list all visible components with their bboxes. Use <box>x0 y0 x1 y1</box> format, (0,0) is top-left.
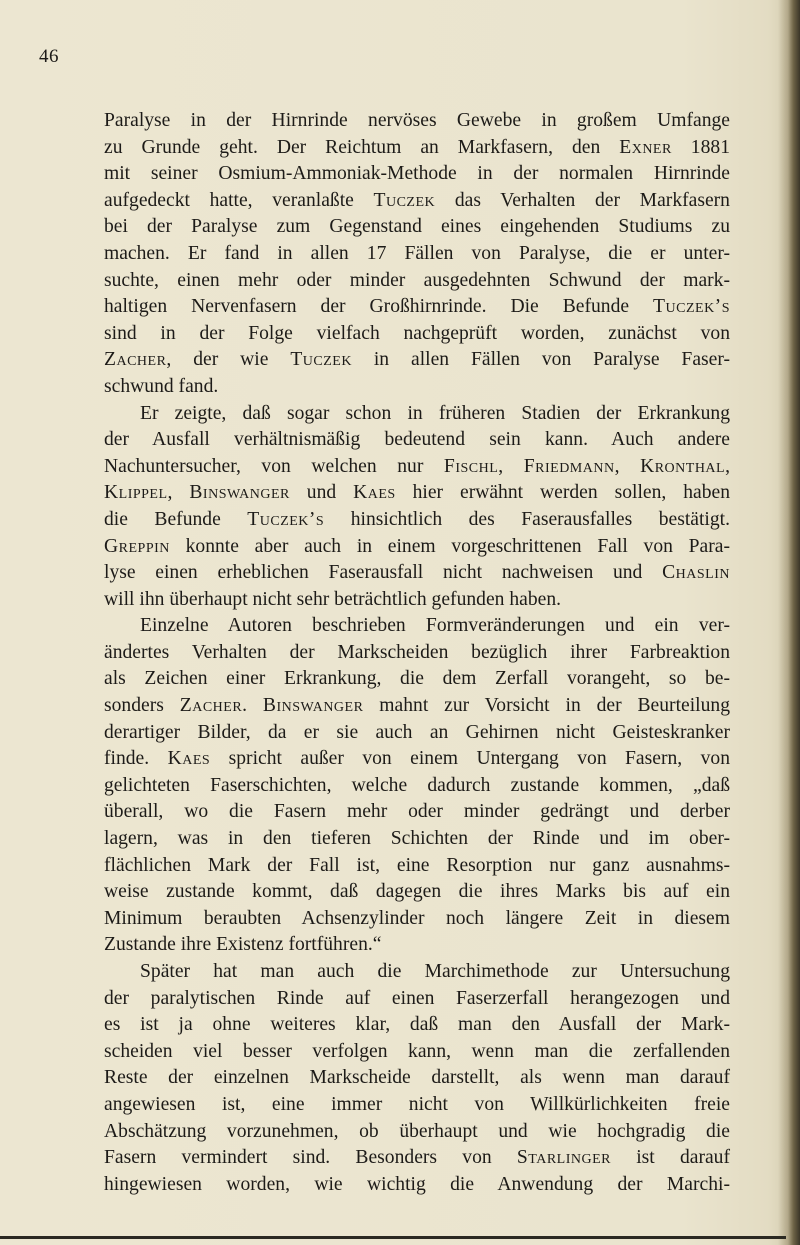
text-run: hinsichtlich des Faserausfalles bestätigt. <box>324 508 730 530</box>
text-run: Nachuntersucher, von welchen nur <box>104 455 444 477</box>
text-run: die Befunde <box>104 508 248 530</box>
text-line <box>104 188 730 215</box>
text-line: Abschätzung vorzunehmen, ob überhaupt und wie hochgradig die <box>104 1120 730 1142</box>
text-line: Reste der einzelnen Markscheide darstellt, als wenn man darauf <box>104 1067 730 1089</box>
text-line: Er zeigte, daß sogar schon in früheren Stadien der Erkrankung <box>140 402 730 424</box>
text-run: ist darauf <box>611 1147 730 1169</box>
author-name: Zacher <box>179 695 243 717</box>
text-run: , <box>614 455 641 477</box>
text-run: lyse einen erheblichen Faserausfall nicht nachweisen und <box>104 562 663 584</box>
text-line: mit seiner Osmium-Ammoniak-Methode in der normalen Hirnrinde <box>104 163 730 185</box>
text-run: , der wie <box>166 349 291 371</box>
text-line: überall, wo die Fasern mehr oder minder gedrängt und derber <box>104 801 730 823</box>
text-run: Fasern vermindert sind. Besonders von <box>104 1147 517 1169</box>
text-line <box>104 1145 730 1172</box>
author-name: Zacher <box>104 349 167 371</box>
text-line: will ihn überhaupt nicht sehr beträchtlich gefunden haben. <box>104 588 562 610</box>
text-run: haltigen Nervenfasern der Großhirnrinde. Die Befunde <box>104 296 654 318</box>
author-name: Tuczek’s <box>653 296 730 318</box>
text-run: aufgedeckt hatte, veranlaßte <box>104 189 374 211</box>
text-line <box>104 746 730 773</box>
text-run: sonders <box>104 695 180 717</box>
text-line: flächlichen Mark der Fall ist, eine Resorption nur ganz ausnahms- <box>104 854 730 876</box>
text-line: angewiesen ist, eine immer nicht von Willkürlichkeiten freie <box>104 1093 730 1115</box>
bottom-rule <box>0 1236 786 1239</box>
text-run: 1881 <box>671 136 730 158</box>
author-name: Tuczek <box>373 189 436 211</box>
author-name: Starlinger <box>516 1147 611 1169</box>
author-name: Kaes <box>353 482 396 504</box>
page-edge-shadow <box>778 0 800 1245</box>
text-line: schwund fand. <box>104 375 219 397</box>
text-run: , <box>498 455 524 477</box>
text-line: Einzelne Autoren beschrieben Formveränderungen und ein ver- <box>140 615 730 637</box>
author-name: Kaes <box>167 748 211 770</box>
text-line <box>104 480 730 507</box>
text-line: als Zeichen einer Erkrankung, die dem Zerfall vorangeht, so be- <box>104 668 730 690</box>
text-line <box>104 135 730 162</box>
author-name: Chaslin <box>662 562 730 584</box>
author-name: Exner <box>619 136 672 158</box>
text-line: der Ausfall verhältnismäßig bedeutend sein kann. Auch andere <box>104 429 730 451</box>
author-name: Tuczek’s <box>247 508 325 530</box>
text-run: . <box>242 695 263 717</box>
text-line: lagern, was in den tieferen Schichten der Rinde und im ober- <box>104 828 730 850</box>
text-line <box>104 454 730 481</box>
text-line: scheiden viel besser verfolgen kann, wenn man die zerfallenden <box>104 1040 730 1062</box>
text-line: hingewiesen worden, wie wichtig die Anwendung der Marchi- <box>104 1173 730 1195</box>
author-name: Fischl <box>443 455 499 477</box>
text-run: finde. <box>104 748 168 770</box>
author-name: Friedmann <box>523 455 615 477</box>
text-line: bei der Paralyse zum Gegenstand eines eingehenden Studiums zu <box>104 216 730 238</box>
text-run: , <box>725 455 731 477</box>
text-line: ändertes Verhalten der Markscheiden bezüglich ihrer Farbreaktion <box>104 641 730 663</box>
text-line: derartiger Bilder, da er sie auch an Gehirnen nicht Geisteskranker <box>104 721 730 743</box>
text-line: Paralyse in der Hirnrinde nervöses Gewebe in großem Umfange <box>104 110 730 131</box>
text-run: hier erwähnt werden sollen, haben <box>395 482 730 504</box>
text-line <box>104 347 730 374</box>
text-line: suchte, einen mehr oder minder ausgedehnten Schwund der mark- <box>104 269 730 291</box>
author-name: Klippel <box>104 482 168 504</box>
text-line <box>104 294 730 321</box>
text-run: das Verhalten der Markfasern <box>435 189 730 211</box>
text-run: in allen Fällen von Paralyse Faser- <box>351 349 730 371</box>
text-run: , <box>167 482 190 504</box>
text-line <box>104 693 730 720</box>
author-name: Greppin <box>104 535 170 557</box>
text-line: sind in der Folge vielfach nachgeprüft worden, zunächst von <box>104 322 730 344</box>
text-line <box>104 560 730 587</box>
text-line: Später hat man auch die Marchimethode zur Untersuchung <box>140 961 730 982</box>
page-number: 46 <box>39 46 59 67</box>
text-run: spricht außer von einem Untergang von Fasern, von <box>210 748 730 770</box>
text-run: konnte aber auch in einem vorgeschrittenen Fall von Para- <box>169 535 730 557</box>
author-name: Tuczek <box>290 349 352 371</box>
text-line: Zustande ihre Existenz fortführen.“ <box>104 934 382 956</box>
text-line <box>104 507 730 534</box>
text-line: Minimum beraubten Achsenzylinder noch längere Zeit in diesem <box>104 907 730 929</box>
text-line: weise zustande kommt, daß dagegen die ihres Marks bis auf ein <box>104 881 730 903</box>
author-name: Binswanger <box>189 482 290 504</box>
author-name: Kronthal <box>640 455 726 477</box>
text-run: und <box>289 482 354 504</box>
text-line <box>104 534 730 561</box>
text-run: mahnt zur Vorsicht in der Beurteilung <box>363 695 730 717</box>
text-line: der paralytischen Rinde auf einen Faserzerfall herangezogen und <box>104 987 730 1009</box>
body-text <box>104 108 730 1198</box>
text-line: machen. Er fand in allen 17 Fällen von Paralyse, die er unter- <box>104 242 730 264</box>
text-line: gelichteten Faserschichten, welche dadurch zustande kommen, „daß <box>104 774 730 796</box>
text-line: es ist ja ohne weiteres klar, daß man den Ausfall der Mark- <box>104 1014 730 1036</box>
author-name: Binswanger <box>262 695 364 717</box>
text-run: zu Grunde geht. Der Reichtum an Markfasern, den <box>104 136 620 158</box>
